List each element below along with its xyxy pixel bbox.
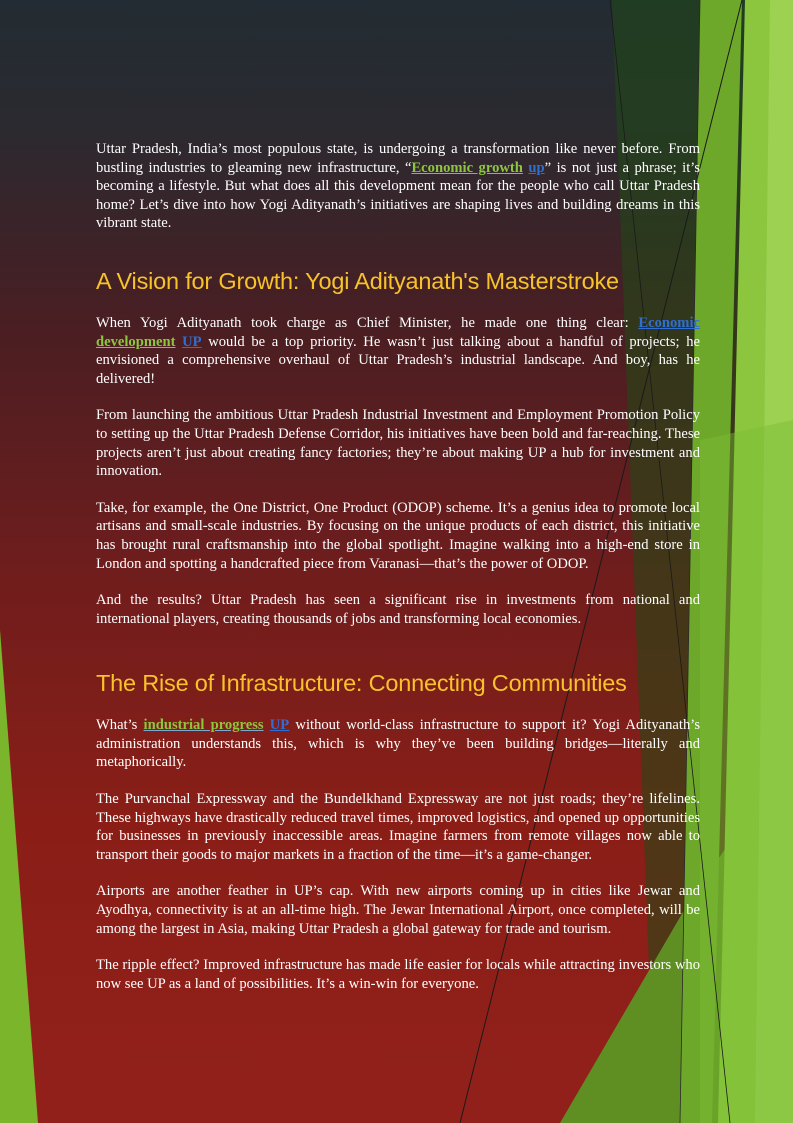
economic-growth-link[interactable]: Economic growth — [411, 159, 523, 176]
infra-paragraph-2: The Purvanchal Expressway and the Bundelkhand Expressway are not just roads; they’re lifelines. These highways have drastically reduced travel times, improved logistics, and opened up opportunities for businesses in previously inaccessible areas. Imagine farmers from remote villages now able to transport their goods to major markets in a fraction of the time—it’s a game-changer. — [96, 791, 700, 863]
vision-paragraph-1: When Yogi Adityanath took charge as Chief Minister, he made one thing clear: Economic development UP would be a top priority. He wasn’t just talking about a handful of projects; he envisioned a comprehensive overhaul of Uttar Pradesh’s industrial landscape. And boy, has he delivered! — [96, 314, 701, 387]
article-body — [96, 140, 700, 1011]
infra-paragraph-4: The ripple effect? Improved infrastructure has made life easier for locals while attracting investors who now see UP as a land of possibilities. It’s a win-win for everyone. — [96, 957, 700, 992]
development-link[interactable]: development — [96, 333, 176, 350]
bg-left-green-wedge — [0, 630, 38, 1123]
section-heading-vision: A Vision for Growth: Yogi Adityanath's Masterstroke — [96, 267, 619, 294]
vision-paragraph-4: And the results? Uttar Pradesh has seen a significant rise in investments from national and international players, creating thousands of jobs and transforming local economies. — [96, 592, 700, 627]
economic-link[interactable]: Economic — [638, 314, 700, 331]
infra-paragraph-3: Airports are another feather in UP’s cap. With new airports coming up in cities like Jewar and Ayodhya, connectivity is at an all-time high. The Jewar International Airport, once completed, will be among the largest in Asia, making Uttar Pradesh a global gateway for trade and tourism. — [96, 883, 700, 937]
up-link[interactable]: up — [528, 159, 545, 176]
infra-paragraph-1: What’s industrial progress UP without world-class infrastructure to support it? Yogi Adityanath’s administration understands this, which is why they’ve been building bridges—literally and metaphorically. — [96, 717, 700, 771]
vision-paragraph-2: From launching the ambitious Uttar Pradesh Industrial Investment and Employment Promotion Policy to setting up the Uttar Pradesh Defense Corridor, his initiatives have been bold and far-reaching. These projects aren’t just about creating fancy factories; they’re about making UP a hub for investment and innovation. — [96, 407, 700, 480]
intro-paragraph: Uttar Pradesh, India’s most populous state, is undergoing a transformation like never before. From bustling industries to gleaming new infrastructure, “Economic growth up” is not just a phrase; it’s becoming a lifestyle. But what does all this development mean for the people who call Uttar Pradesh home? Let’s dive into how Yogi Adityanath’s initiatives are shaping lives and building dreams in this vibrant state. — [96, 141, 700, 232]
up-link-3[interactable]: UP — [269, 717, 290, 734]
section-heading-infrastructure: The Rise of Infrastructure: Connecting Communities — [96, 670, 627, 697]
up-link-2[interactable]: UP — [182, 333, 202, 350]
industrial-progress-link[interactable]: industrial progress — [143, 717, 264, 734]
vision-paragraph-3: Take, for example, the One District, One Product (ODOP) scheme. It’s a genius idea to promote local artisans and small-scale industries. By focusing on the unique products of each district, this initiative has brought rural craftsmanship into the global spotlight. Imagine walking into a high-end store in London and spotting a handcrafted piece from Varanasi—that’s the power of ODOP. — [96, 499, 700, 572]
bg-mid-green-facet — [700, 420, 793, 1123]
